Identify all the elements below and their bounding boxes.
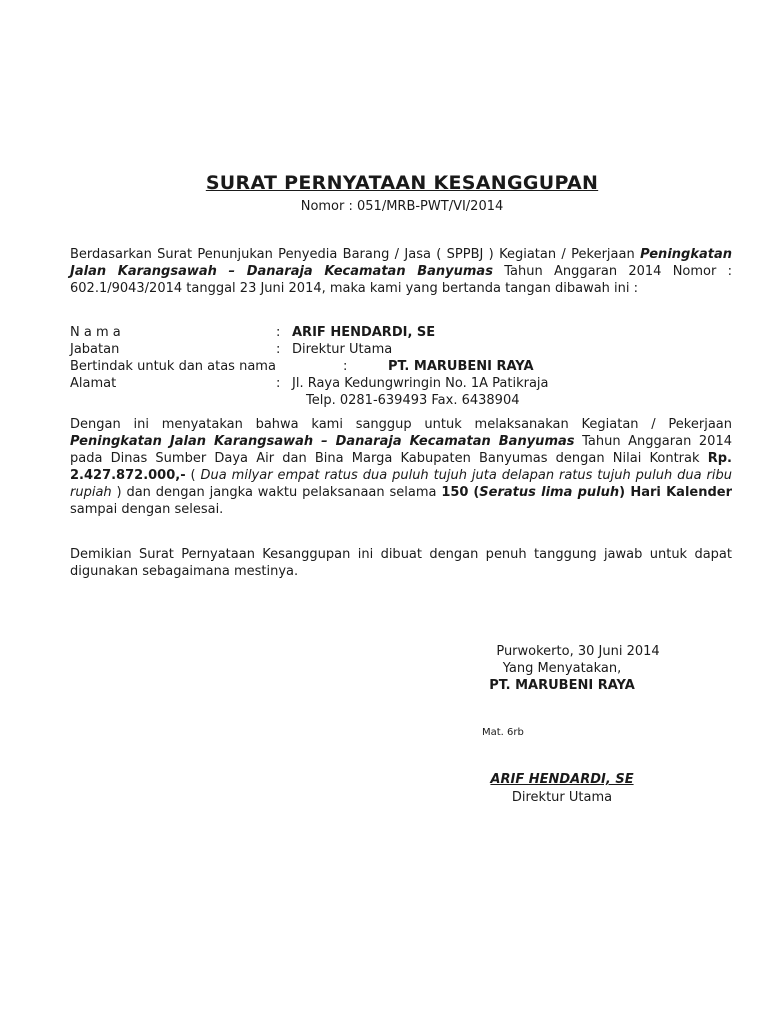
contract-amount: Rp. 2.427.872.000,- xyxy=(70,451,732,483)
statement-text-3: ) dan dengan jangka waktu pelaksanaan selama xyxy=(116,485,437,500)
bertindak-label: Bertindak untuk dan atas nama xyxy=(70,359,276,374)
statement-text-1: Dengan ini menyatakan bahwa kami sanggup untuk melaksanakan Kegiatan / Pekerjaan xyxy=(70,417,732,432)
nama-label: N a m a xyxy=(70,325,121,340)
project-name: Peningkatan Jalan Karangsawah – Danaraja Kecamatan Banyumas xyxy=(70,247,732,279)
duty-stamp-note: Mat. 6rb xyxy=(482,727,524,738)
duration-days: 150 xyxy=(441,485,469,500)
closing-paragraph: Demikian Surat Pernyataan Kesanggupan ini dibuat dengan penuh tanggung jawab untuk dapat digunakan sebagaimana mestinya. xyxy=(70,547,732,579)
signer-company: PT. MARUBENI RAYA xyxy=(489,678,635,693)
amount-open-paren: ( xyxy=(190,468,196,483)
detail-row-jabatan xyxy=(70,341,732,358)
alamat-colon: : xyxy=(276,376,281,391)
jabatan-colon: : xyxy=(276,342,281,357)
jabatan-value: Direktur Utama xyxy=(292,342,393,357)
document-title: SURAT PERNYATAAN KESANGGUPAN xyxy=(205,172,599,194)
telp-value: Telp. 0281-639493 Fax. 6438904 xyxy=(306,393,520,408)
statement-paragraph xyxy=(70,416,732,518)
detail-row-alamat xyxy=(70,375,732,392)
nama-colon: : xyxy=(276,325,281,340)
signer-title: Direktur Utama xyxy=(511,790,613,805)
opening-rest-text: Tahun Anggaran 2014 Nomor : 602.1/9043/2014 tanggal 23 Juni 2014, maka kami yang bertanda tangan dibawah ini : xyxy=(70,264,732,296)
opening-intro-text: Berdasarkan Surat Penunjukan Penyedia Barang / Jasa ( SPPBJ ) Kegiatan / Pekerjaan xyxy=(70,247,635,262)
detail-row-telp xyxy=(70,392,732,409)
alamat-label: Alamat xyxy=(70,376,117,391)
alamat-value: Jl. Raya Kedungwringin No. 1A Patikraja xyxy=(292,376,549,391)
bertindak-value: PT. MARUBENI RAYA xyxy=(388,359,534,374)
duration-open-paren: ( xyxy=(473,485,480,500)
duration-unit: ) Hari Kalender xyxy=(619,485,733,500)
contract-amount-words: Dua milyar empat ratus dua puluh tujuh juta delapan ratus tujuh puluh dua ribu rupiah xyxy=(70,468,732,500)
nama-value: ARIF HENDARDI, SE xyxy=(292,325,436,340)
document-number: Nomor : 051/MRB-PWT/VI/2014 xyxy=(300,199,504,214)
opening-paragraph xyxy=(70,246,732,297)
jabatan-label: Jabatan xyxy=(70,342,120,357)
statement-text-4: sampai dengan selesai. xyxy=(70,502,224,517)
statement-project-name: Peningkatan Jalan Karangsawah – Danaraja Kecamatan Banyumas xyxy=(70,434,575,449)
bertindak-colon: : xyxy=(343,359,348,374)
signer-details xyxy=(70,324,732,409)
statement-text-2: Tahun Anggaran 2014 pada Dinas Sumber Daya Air dan Bina Marga Kabupaten Banyumas dengan Nilai Kontrak xyxy=(70,434,732,466)
detail-row-nama xyxy=(70,324,732,341)
detail-row-bertindak xyxy=(70,358,732,375)
place-date: Purwokerto, 30 Juni 2014 xyxy=(496,644,660,659)
duration-words: Seratus lima puluh xyxy=(479,485,620,500)
signer-statement: Yang Menyatakan, xyxy=(502,661,622,676)
signer-name: ARIF HENDARDI, SE xyxy=(490,772,634,787)
